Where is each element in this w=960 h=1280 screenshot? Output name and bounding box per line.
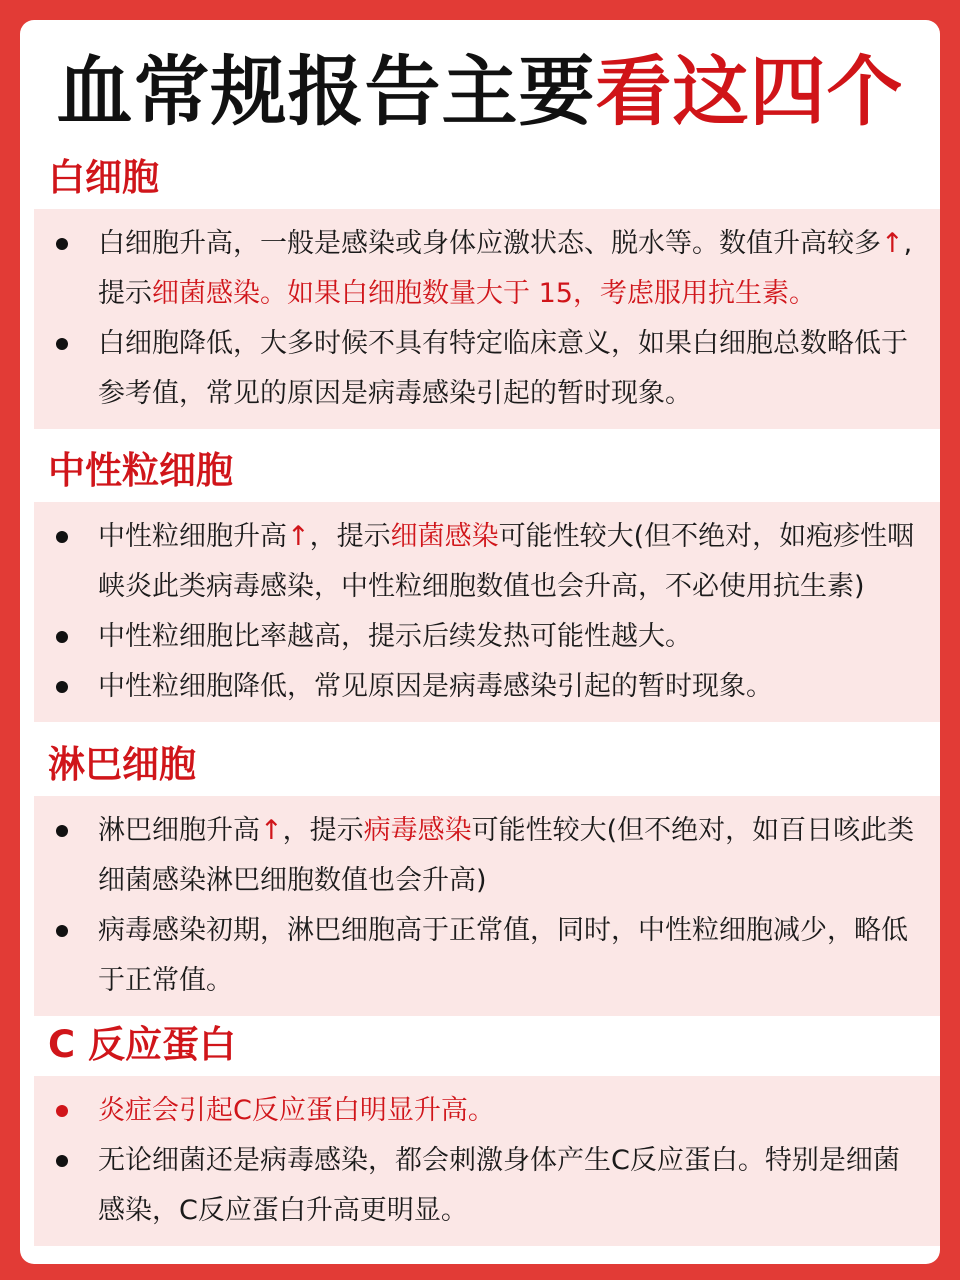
up-arrow-icon: ↑: [287, 521, 310, 552]
bullet-icon: [56, 1155, 68, 1167]
item-text: 病毒感染初期，淋巴细胞高于正常值，同时，中性粒细胞减少，略低于正常值。: [98, 915, 908, 996]
list-item: [50, 219, 926, 319]
bullet-icon: [56, 825, 68, 837]
item-text: ,提示: [98, 228, 913, 309]
item-text: ，提示: [309, 521, 391, 552]
section-title: 中性粒细胞: [48, 449, 233, 492]
section-lymphocytes: [34, 742, 940, 1016]
section-white-blood-cells: [34, 155, 940, 429]
item-highlight: 病毒感染: [363, 815, 472, 846]
item-highlight: 细菌感染: [390, 521, 499, 552]
section-title: 白细胞: [48, 156, 159, 199]
content-card: [20, 20, 940, 1264]
item-text: 可能性较大(但不绝对，如百日咳此类细菌感染淋巴细胞数值也会升高): [98, 815, 915, 896]
list-item: [50, 1086, 926, 1136]
section-title: C 反应蛋白: [48, 1023, 237, 1066]
up-arrow-icon: ↑: [260, 815, 283, 846]
bullet-icon: [56, 681, 68, 693]
item-text: 白细胞升高，一般是感染或身体应激状态、脱水等。数值升高较多: [98, 228, 881, 259]
item-highlight: 细菌感染。如果白细胞数量大于 15，考虑服用抗生素。: [152, 278, 816, 309]
item-text: 淋巴细胞升高: [98, 815, 260, 846]
bullet-icon: [56, 925, 68, 937]
item-text: 中性粒细胞降低，常见原因是病毒感染引起的暂时现象。: [98, 671, 773, 702]
section-c-reactive-protein: [34, 1022, 940, 1246]
bullet-icon: [56, 1105, 68, 1117]
page-title: [20, 42, 940, 142]
bullet-icon: [56, 631, 68, 643]
section-title: 淋巴细胞: [48, 743, 196, 786]
list-item: [50, 1136, 926, 1236]
bullet-icon: [56, 531, 68, 543]
section-panel: [34, 502, 940, 722]
list-item: [50, 319, 926, 419]
item-text: 可能性较大(但不绝对，如疱疹性咽峡炎此类病毒感染，中性粒细胞数值也会升高，不必使用抗生素): [98, 521, 915, 602]
item-text: 白细胞降低，大多时候不具有特定临床意义，如果白细胞总数略低于参考值，常见的原因是病毒感染引起的暂时现象。: [98, 328, 908, 409]
item-text: 中性粒细胞比率越高，提示后续发热可能性越大。: [98, 621, 692, 652]
section-panel: [34, 1076, 940, 1246]
section-neutrophils: [34, 448, 940, 722]
bullet-icon: [56, 338, 68, 350]
list-item: [50, 662, 926, 712]
item-text: 无论细菌还是病毒感染，都会刺激身体产生C反应蛋白。特别是细菌感染，C反应蛋白升高更明显。: [98, 1145, 900, 1226]
title-highlight: 看这四个: [595, 47, 904, 136]
up-arrow-icon: ↑: [881, 228, 904, 259]
list-item: [50, 906, 926, 1006]
bullet-icon: [56, 238, 68, 250]
item-text: ，提示: [282, 815, 364, 846]
section-panel: [34, 209, 940, 429]
list-item: [50, 612, 926, 662]
list-item: [50, 512, 926, 612]
list-item: [50, 806, 926, 906]
item-text: 中性粒细胞升高: [98, 521, 287, 552]
item-text: 炎症会引起C反应蛋白明显升高。: [98, 1095, 495, 1126]
section-panel: [34, 796, 940, 1016]
title-main: 血常规报告主要: [56, 47, 596, 136]
